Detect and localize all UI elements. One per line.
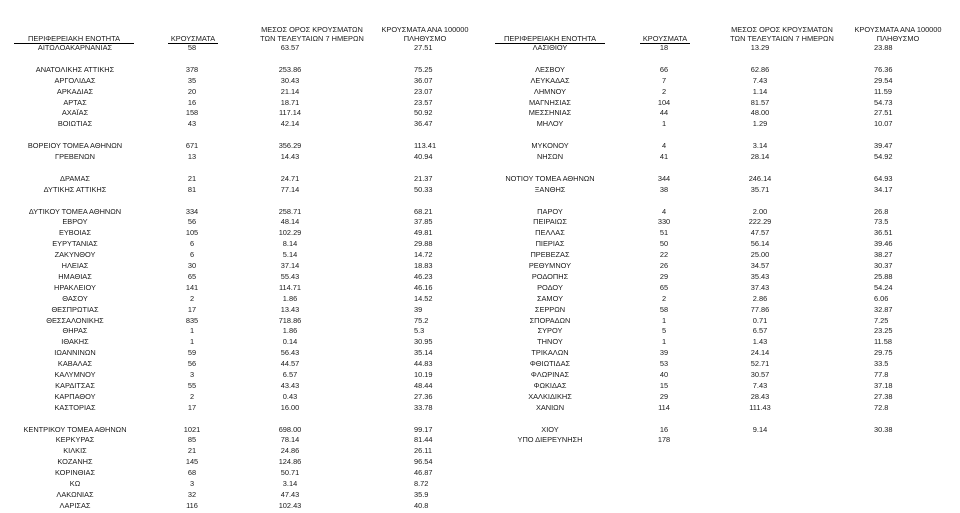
left-header-rate-line2: ΠΛΗΘΥΣΜΟ [403,34,447,43]
table-cell-cases: 58 [659,304,669,314]
left-header-avg [252,25,372,43]
table-cell-cases: 2 [189,391,195,401]
table-cell-name: ΑΡΚΑΔΙΑΣ [56,86,94,96]
table-cell-rate: 75.25 [414,64,433,74]
table-cell-name: ΜΕΣΣΗΝΙΑΣ [528,108,572,118]
table-cell-cases: 104 [657,97,671,107]
table-cell-cases: 16 [187,97,197,107]
table-cell-cases: 41 [659,152,669,161]
table-cell-name: ΛΕΣΒΟΥ [535,64,565,74]
table-cell-rate: 8.72 [414,479,429,488]
table-cell-avg: 114.71 [278,282,302,292]
table-cell-cases: 1 [661,337,667,347]
table-cell-name: ΛΑΣΙΘΙΟΥ [532,43,568,52]
table-cell-cases: 2 [661,86,667,96]
table-cell-avg: 28.43 [750,391,770,401]
table-cell-rate: 27.51 [414,43,433,52]
table-cell-rate: 29.54 [874,75,893,85]
table-cell-cases: 30 [187,261,197,270]
table-cell-avg: 42.14 [280,119,300,129]
table-cell-name: ΧΑΝΙΩΝ [535,402,565,412]
table-cell-cases: 29 [659,391,669,401]
table-cell-cases: 56 [187,217,197,227]
table-cell-name: ΔΥΤΙΚΗΣ ΑΤΤΙΚΗΣ [43,184,107,194]
table-cell-avg: 25.00 [750,250,770,260]
table-cell-avg: 1.29 [752,119,768,129]
table-cell-avg: 30.57 [750,370,770,379]
left-header-rate [370,25,480,43]
table-cell-name: ΧΙΟΥ [541,424,559,434]
table-cell-name: ΡΕΘΥΜΝΟΥ [528,261,572,270]
table-cell-cases: 2 [189,293,195,303]
table-cell-avg: 35.43 [750,271,770,281]
table-cell-rate: 40.94 [414,152,433,161]
table-cell-rate: 32.87 [874,304,893,314]
table-cell-rate: 30.37 [874,261,893,270]
table-cell-avg: 718.86 [278,315,302,325]
table-cell-cases: 15 [659,380,669,390]
table-cell-avg: 47.57 [750,228,770,238]
table-cell-name: ΚΑΒΑΛΑΣ [57,359,93,369]
table-cell-name: ΠΕΛΛΑΣ [535,228,565,238]
table-cell-cases: 141 [185,282,199,292]
table-cell-name: ΣΕΡΡΩΝ [534,304,566,314]
table-cell-cases: 50 [659,239,669,249]
right-header-rate-line2: ΠΛΗΘΥΣΜΟ [876,34,920,43]
table-cell-name: ΜΗΛΟΥ [536,119,564,129]
table-cell-cases: 20 [187,86,197,96]
table-cell-name: ΦΩΚΙΔΑΣ [533,380,567,390]
table-cell-cases: 17 [187,304,197,314]
table-cell-avg: 2.86 [752,293,768,303]
table-cell-cases: 378 [185,64,199,74]
table-cell-name: ΒΟΙΩΤΙΑΣ [57,119,93,129]
table-cell-rate: 44.83 [414,359,433,369]
table-cell-name: ΗΜΑΘΙΑΣ [58,271,92,281]
table-cell-cases: 344 [657,173,671,183]
table-cell-cases: 68 [187,468,197,478]
table-cell-rate: 46.16 [414,282,433,292]
left-header-avg-line1: ΜΕΣΟΣ ΟΡΟΣ ΚΡΟΥΣΜΑΤΩΝ [261,25,363,34]
table-cell-name: ΑΙΤΩΛΟΑΚΑΡΝΑΝΙΑΣ [37,43,113,52]
table-cell-avg: 117.14 [278,108,302,118]
table-cell-name: ΓΡΕΒΕΝΩΝ [55,152,95,161]
table-cell-avg: 1.14 [752,86,768,96]
table-cell-name: ΚΕΡΚΥΡΑΣ [55,435,95,445]
table-cell-avg: 21.14 [280,86,300,96]
table-cell-cases: 1 [189,326,195,336]
table-cell-avg: 102.43 [278,500,302,510]
table-cell-cases: 7 [661,75,667,85]
table-cell-rate: 23.88 [874,43,893,52]
table-cell-rate: 73.5 [874,217,889,227]
table-cell-rate: 26.11 [414,446,432,456]
table-cell-rate: 46.87 [414,468,433,478]
table-cell-avg: 24.71 [280,173,300,183]
table-cell-name: ΝΗΣΩΝ [536,152,564,161]
table-cell-rate: 25.88 [874,271,893,281]
table-cell-cases: 29 [659,271,669,281]
table-cell-rate: 6.06 [874,293,889,303]
table-cell-cases: 21 [187,173,197,183]
table-cell-name: ΔΥΤΙΚΟΥ ΤΟΜΕΑ ΑΘΗΝΩΝ [28,206,122,216]
table-cell-avg: 78.14 [280,435,300,445]
table-cell-name: ΚΙΛΚΙΣ [63,446,87,456]
table-cell-name: ΣΠΟΡΑΔΩΝ [529,315,571,325]
table-cell-cases: 81 [187,184,197,194]
table-cell-rate: 21.37 [414,173,433,183]
table-cell-avg: 1.43 [752,337,768,347]
table-cell-rate: 40.8 [414,500,429,510]
table-cell-rate: 18.83 [414,261,433,270]
table-cell-name: ΛΕΥΚΑΔΑΣ [530,75,570,85]
table-cell-cases: 39 [659,348,669,358]
table-cell-avg: 43.43 [280,380,300,390]
table-cell-rate: 29.75 [874,348,893,358]
table-cell-name: ΙΩΑΝΝΙΝΩΝ [54,348,96,358]
table-cell-avg: 698.00 [278,424,302,434]
table-cell-avg: 48.00 [750,108,770,118]
table-cell-rate: 54.92 [874,152,893,161]
table-cell-avg: 3.14 [282,479,298,488]
right-header-cases: ΚΡΟΥΣΜΑΤΑ [640,34,690,44]
table-cell-cases: 66 [659,64,669,74]
table-cell-name: ΛΑΡΙΣΑΣ [59,500,91,510]
table-cell-avg: 24.86 [280,446,300,456]
table-cell-rate: 99.17 [414,424,433,434]
table-cell-cases: 835 [185,315,199,325]
table-cell-rate: 36.51 [874,228,893,238]
table-cell-name: ΘΕΣΠΡΩΤΙΑΣ [51,304,99,314]
table-cell-avg: 13.29 [750,43,770,52]
table-cell-avg: 0.43 [282,391,298,401]
table-cell-rate: 68.21 [414,206,433,216]
table-cell-avg: 30.43 [280,75,300,85]
table-cell-rate: 27.36 [414,391,433,401]
table-cell-cases: 1 [661,315,667,325]
table-cell-cases: 35 [187,75,197,85]
table-cell-rate: 96.54 [414,457,433,467]
table-cell-name: ΗΡΑΚΛΕΙΟΥ [54,282,96,292]
table-cell-rate: 39.46 [874,239,893,249]
table-cell-rate: 50.33 [414,184,433,194]
table-cell-cases: 1 [661,119,667,129]
table-cell-name: ΚΑΣΤΟΡΙΑΣ [54,402,96,412]
table-cell-cases: 145 [185,457,199,467]
table-cell-avg: 222.29 [748,217,772,227]
table-cell-avg: 2.00 [752,206,768,216]
table-cell-rate: 77.8 [874,370,889,379]
table-cell-name: ΒΟΡΕΙΟΥ ΤΟΜΕΑ ΑΘΗΝΩΝ [27,141,123,151]
table-cell-avg: 124.86 [278,457,302,467]
table-cell-cases: 3 [189,479,195,488]
table-cell-cases: 17 [187,402,197,412]
table-cell-rate: 46.23 [414,271,433,281]
table-cell-name: ΡΟΔΟΥ [537,282,563,292]
table-cell-rate: 37.18 [874,380,893,390]
table-cell-name: ΞΑΝΘΗΣ [534,184,566,194]
table-cell-rate: 7.25 [874,315,889,325]
table-cell-rate: 39.47 [874,141,893,151]
table-cell-avg: 5.14 [282,250,298,260]
table-cell-cases: 38 [659,184,669,194]
table-cell-name: ΕΒΡΟΥ [62,217,88,227]
right-header-avg [722,25,842,43]
table-cell-avg: 0.71 [752,315,768,325]
table-cell-name: ΕΥΡΥΤΑΝΙΑΣ [52,239,98,249]
table-cell-name: ΣΑΜΟΥ [536,293,564,303]
table-cell-name: ΙΘΑΚΗΣ [61,337,89,347]
table-cell-rate: 11.59 [874,86,892,96]
table-cell-name: ΑΡΤΑΣ [63,97,87,107]
table-cell-name: ΧΑΛΚΙΔΙΚΗΣ [528,391,572,401]
table-cell-avg: 56.14 [750,239,770,249]
table-cell-rate: 10.07 [874,119,893,129]
table-cell-avg: 7.43 [752,380,768,390]
left-header-avg-line2: ΤΩΝ ΤΕΛΕΥΤΑΙΩΝ 7 ΗΜΕΡΩΝ [260,34,364,43]
table-cell-rate: 54.24 [874,282,893,292]
table-cell-rate: 50.92 [414,108,433,118]
table-cell-name: ΛΑΚΩΝΙΑΣ [56,489,94,499]
table-cell-avg: 246.14 [748,173,772,183]
table-cell-cases: 158 [185,108,199,118]
table-cell-rate: 35.14 [414,348,433,358]
table-cell-name: ΔΡΑΜΑΣ [60,173,90,183]
table-cell-name: ΜΑΓΝΗΣΙΑΣ [529,97,571,107]
table-cell-cases: 2 [661,293,667,303]
table-cell-rate: 33.5 [874,359,889,369]
table-cell-rate: 30.95 [414,337,433,347]
table-cell-name: ΕΥΒΟΙΑΣ [58,228,92,238]
table-cell-avg: 37.43 [750,282,770,292]
table-cell-avg: 14.43 [280,152,300,161]
table-cell-avg: 0.14 [282,337,298,347]
table-cell-rate: 49.81 [414,228,433,238]
table-cell-cases: 43 [187,119,197,129]
table-cell-name: ΑΝΑΤΟΛΙΚΗΣ ΑΤΤΙΚΗΣ [35,64,115,74]
table-cell-avg: 7.43 [752,75,768,85]
table-cell-cases: 53 [659,359,669,369]
table-cell-rate: 27.38 [874,391,893,401]
table-cell-cases: 18 [659,43,669,52]
table-cell-rate: 76.36 [874,64,893,74]
table-cell-avg: 81.57 [750,97,770,107]
left-header-region: ΠΕΡΙΦΕΡΕΙΑΚΗ ΕΝΟΤΗΤΑ [14,34,134,44]
table-cell-cases: 114 [658,402,670,412]
table-cell-cases: 32 [187,489,197,499]
table-cell-name: ΑΧΑΪΑΣ [61,108,89,118]
table-cell-rate: 72.8 [874,402,889,412]
table-cell-avg: 56.43 [280,348,300,358]
table-cell-avg: 50.71 [280,468,300,478]
table-cell-cases: 116 [186,500,198,510]
table-cell-name: ΡΟΔΟΠΗΣ [531,271,569,281]
table-cell-name: ΘΕΣΣΑΛΟΝΙΚΗΣ [46,315,104,325]
table-cell-cases: 56 [187,359,197,369]
table-cell-name: ΑΡΓΟΛΙΔΑΣ [54,75,96,85]
table-cell-name: ΘΗΡΑΣ [62,326,88,336]
table-cell-avg: 47.43 [280,489,300,499]
table-cell-name: ΦΘΙΩΤΙΔΑΣ [529,359,571,369]
table-cell-cases: 59 [187,348,197,358]
table-cell-avg: 55.43 [280,271,300,281]
table-cell-name: ΠΕΙΡΑΙΩΣ [533,217,567,227]
table-cell-avg: 52.71 [750,359,770,369]
table-cell-name: ΚΟΡΙΝΘΙΑΣ [54,468,96,478]
table-cell-cases: 65 [659,282,669,292]
table-cell-avg: 77.86 [750,304,770,314]
table-cell-cases: 105 [185,228,199,238]
table-cell-avg: 1.86 [282,293,298,303]
table-cell-rate: 5.3 [414,326,425,336]
right-header-rate-line1: ΚΡΟΥΣΜΑΤΑ ΑΝΑ 100000 [854,25,942,34]
table-cell-cases: 6 [189,250,195,260]
table-cell-cases: 26 [659,261,669,270]
table-cell-name: ΚΩ [69,479,81,488]
table-cell-cases: 1021 [183,424,201,434]
right-header-avg-line2: ΤΩΝ ΤΕΛΕΥΤΑΙΩΝ 7 ΗΜΕΡΩΝ [730,34,834,43]
left-header-cases: ΚΡΟΥΣΜΑΤΑ [168,34,218,44]
table-cell-rate: 75.2 [414,315,429,325]
table-cell-rate: 30.38 [874,424,893,434]
right-header-avg-line1: ΜΕΣΟΣ ΟΡΟΣ ΚΡΟΥΣΜΑΤΩΝ [731,25,833,34]
table-cell-avg: 8.14 [282,239,298,249]
table-cell-rate: 37.85 [414,217,433,227]
table-cell-name: ΠΡΕΒΕΖΑΣ [530,250,570,260]
table-cell-cases: 65 [187,271,197,281]
table-cell-name: ΣΥΡΟΥ [537,326,563,336]
table-cell-avg: 28.14 [750,152,770,161]
table-cell-rate: 23.07 [414,86,433,96]
table-cell-name: ΥΠΟ ΔΙΕΡΕΥΝΗΣΗ [517,435,583,445]
table-cell-rate: 14.72 [414,250,433,260]
table-cell-cases: 4 [661,141,667,151]
right-header-region: ΠΕΡΙΦΕΡΕΙΑΚΗ ΕΝΟΤΗΤΑ [495,34,605,44]
table-cell-name: ΤΗΝΟΥ [537,337,563,347]
table-cell-rate: 54.73 [874,97,893,107]
table-cell-name: ΜΥΚΟΝΟΥ [531,141,569,151]
table-cell-rate: 36.47 [414,119,433,129]
table-cell-cases: 22 [659,250,669,260]
table-cell-avg: 35.71 [750,184,770,194]
table-cell-name: ΝΟΤΙΟΥ ΤΟΜΕΑ ΑΘΗΝΩΝ [505,173,595,183]
table-cell-name: ΚΑΛΥΜΝΟΥ [54,370,96,379]
table-cell-name: ΚΟΖΑΝΗΣ [57,457,93,467]
table-cell-rate: 10.19 [414,370,433,379]
table-cell-cases: 4 [661,206,667,216]
table-cell-name: ΦΛΩΡΙΝΑΣ [530,370,570,379]
table-cell-cases: 178 [657,435,671,445]
table-cell-rate: 81.44 [414,435,433,445]
table-cell-rate: 23.57 [414,97,433,107]
table-cell-avg: 258.71 [278,206,302,216]
table-cell-rate: 33.78 [414,402,433,412]
table-cell-avg: 62.86 [750,64,770,74]
table-cell-cases: 21 [187,446,197,456]
table-cell-name: ΗΛΕΙΑΣ [61,261,89,270]
table-cell-cases: 51 [659,228,669,238]
table-cell-cases: 55 [187,380,197,390]
table-cell-avg: 102.29 [278,228,302,238]
table-cell-name: ΘΑΣΟΥ [62,293,88,303]
table-cell-avg: 111.43 [749,402,771,412]
table-cell-avg: 3.14 [752,141,768,151]
table-cell-avg: 16.00 [280,402,300,412]
table-cell-cases: 40 [659,370,669,379]
table-cell-name: ΚΑΡΠΑΘΟΥ [54,391,96,401]
table-cell-avg: 18.71 [280,97,300,107]
table-cell-cases: 330 [657,217,671,227]
table-cell-avg: 6.57 [752,326,768,336]
table-cell-avg: 24.14 [750,348,770,358]
table-cell-name: ΚΑΡΔΙΤΣΑΣ [55,380,95,390]
table-cell-rate: 35.9 [414,489,429,499]
table-cell-cases: 44 [659,108,669,118]
table-cell-name: ΚΕΝΤΡΙΚΟΥ ΤΟΜΕΑ ΑΘΗΝΩΝ [23,424,127,434]
table-cell-name: ΤΡΙΚΑΛΩΝ [531,348,569,358]
table-cell-avg: 34.57 [750,261,770,270]
table-cell-avg: 37.14 [280,261,300,270]
table-cell-cases: 85 [187,435,197,445]
table-cell-avg: 63.57 [280,43,300,52]
table-cell-cases: 3 [189,370,195,379]
table-cell-rate: 113.41 [414,141,437,151]
table-cell-rate: 36.07 [414,75,433,85]
table-cell-avg: 356.29 [278,141,302,151]
table-cell-cases: 58 [187,43,197,52]
table-cell-cases: 671 [185,141,199,151]
right-header-rate [843,25,953,43]
table-cell-avg: 9.14 [752,424,768,434]
table-cell-rate: 23.25 [874,326,893,336]
table-cell-name: ΠΙΕΡΙΑΣ [535,239,565,249]
table-cell-rate: 48.44 [414,380,433,390]
table-cell-avg: 253.86 [278,64,302,74]
table-cell-avg: 77.14 [280,184,300,194]
table-cell-cases: 6 [189,239,195,249]
table-cell-name: ΖΑΚΥΝΘΟΥ [54,250,96,260]
table-cell-avg: 44.57 [280,359,300,369]
table-cell-avg: 6.57 [282,370,298,379]
table-cell-name: ΠΑΡΟΥ [537,206,563,216]
table-cell-avg: 48.14 [280,217,300,227]
table-cell-cases: 16 [659,424,669,434]
table-cell-rate: 11.58 [874,337,892,347]
table-cell-name: ΛΗΜΝΟΥ [533,86,567,96]
table-cell-cases: 13 [187,152,197,161]
table-cell-rate: 34.17 [874,184,893,194]
table-cell-avg: 1.86 [282,326,298,336]
table-cell-rate: 39 [414,304,423,314]
table-cell-avg: 13.43 [280,304,300,314]
table-cell-rate: 38.27 [874,250,893,260]
table-cell-rate: 29.88 [414,239,433,249]
table-cell-cases: 334 [185,206,199,216]
table-cell-rate: 64.93 [874,173,893,183]
table-cell-cases: 1 [189,337,195,347]
table-cell-rate: 26.8 [874,206,889,216]
table-cell-rate: 14.52 [414,293,433,303]
table-cell-cases: 5 [661,326,667,336]
table-cell-rate: 27.51 [874,108,893,118]
left-header-rate-line1: ΚΡΟΥΣΜΑΤΑ ΑΝΑ 100000 [381,25,469,34]
